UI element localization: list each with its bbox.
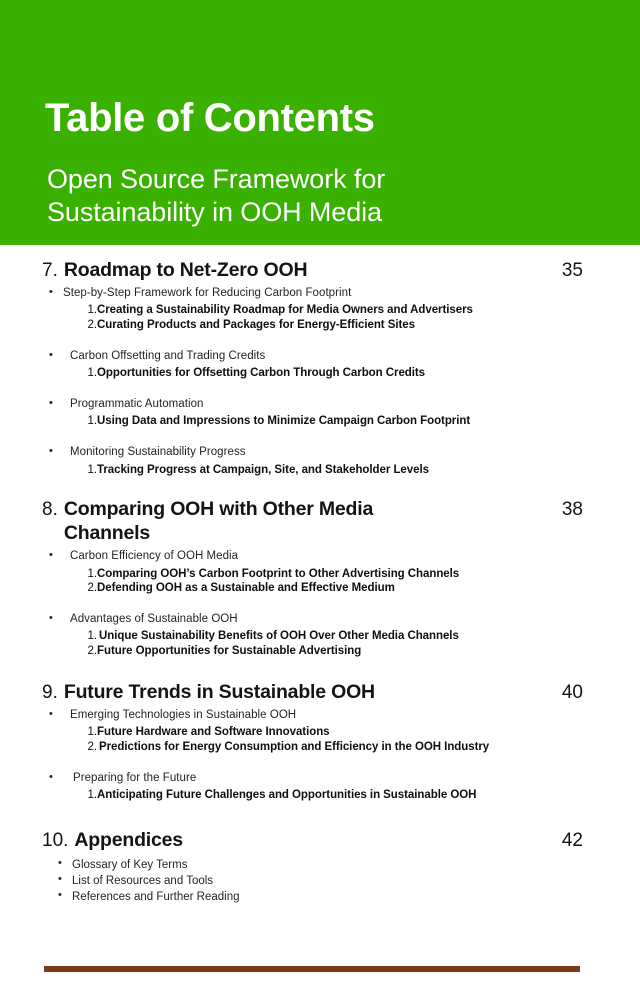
subitem-list bbox=[0, 366, 640, 381]
subitem-label: Comparing OOH’s Carbon Footprint to Other Advertising Channels bbox=[97, 567, 460, 580]
toc-section-9 bbox=[0, 659, 640, 803]
bullet-list bbox=[0, 286, 640, 302]
subitem-marker: 1. bbox=[87, 567, 97, 580]
section-title: Appendices bbox=[74, 828, 183, 851]
bullet-list bbox=[0, 397, 640, 413]
subitem-marker: 1. bbox=[87, 463, 97, 476]
section-header[interactable] bbox=[0, 829, 640, 853]
bullet-list bbox=[0, 612, 640, 628]
subitem-marker: 1. bbox=[87, 304, 97, 317]
subitem-label: Defending OOH as a Sustainable and Effective Medium bbox=[97, 582, 395, 595]
list-item[interactable] bbox=[0, 303, 640, 318]
section-title: Comparing OOH with Other Media Channels bbox=[63, 498, 374, 545]
subitem-label: Using Data and Impressions to Minimize Campaign Carbon Footprint bbox=[97, 415, 471, 428]
toc-group bbox=[0, 612, 640, 659]
list-item[interactable]: • Monitoring Sustainability Progress bbox=[0, 445, 640, 461]
subitem-list bbox=[0, 788, 640, 803]
section-page-number: 40 bbox=[561, 681, 583, 703]
subitem-list bbox=[0, 303, 640, 332]
subitem-list bbox=[0, 567, 640, 596]
subitem-label: Future Hardware and Software Innovations bbox=[97, 726, 330, 739]
section-title: Future Trends in Sustainable OOH bbox=[63, 680, 375, 703]
list-item[interactable] bbox=[0, 567, 557, 582]
section-header[interactable] bbox=[0, 681, 640, 705]
list-item[interactable] bbox=[0, 740, 589, 755]
subitem-label: Future Opportunities for Sustainable Advertising bbox=[97, 645, 362, 658]
subitem-marker: 2. bbox=[87, 740, 97, 753]
section-header[interactable] bbox=[0, 259, 640, 283]
toc-section-10 bbox=[0, 803, 640, 906]
subitem-label: Tracking Progress at Campaign, Site, and Stakeholder Levels bbox=[97, 463, 429, 476]
bullet-list bbox=[0, 445, 640, 461]
list-item[interactable] bbox=[0, 414, 567, 429]
header-band bbox=[0, 0, 640, 245]
subitem-marker: 1. bbox=[87, 789, 97, 802]
toc-group bbox=[0, 349, 640, 381]
subitem-marker: 1. bbox=[87, 415, 97, 428]
section-header[interactable] bbox=[0, 498, 640, 546]
section-number: 9. bbox=[42, 681, 58, 703]
toc-group bbox=[0, 397, 640, 429]
toc-section-8 bbox=[0, 477, 640, 658]
subitem-list bbox=[0, 414, 640, 429]
list-item[interactable] bbox=[0, 581, 640, 596]
list-item[interactable]: • Glossary of Key Terms bbox=[0, 857, 640, 873]
list-item[interactable]: • References and Further Reading bbox=[0, 889, 640, 905]
list-item[interactable] bbox=[0, 318, 640, 333]
section-number: 10. bbox=[42, 829, 69, 851]
toc-group bbox=[0, 445, 640, 477]
list-item[interactable] bbox=[0, 725, 640, 740]
list-item[interactable] bbox=[0, 788, 537, 803]
bullet-list bbox=[0, 708, 640, 724]
section-number: 7. bbox=[42, 260, 58, 281]
toc-group bbox=[0, 708, 640, 755]
subitem-marker: 1. bbox=[87, 367, 97, 380]
list-item[interactable] bbox=[0, 463, 640, 478]
toc-group bbox=[0, 286, 640, 333]
subitem-label: Predictions for Energy Consumption and Efficiency in the OOH Industry bbox=[99, 740, 490, 753]
list-item[interactable] bbox=[0, 629, 559, 644]
subitem-marker: 1. bbox=[87, 630, 97, 643]
subitem-label: Curating Products and Packages for Energy-Efficient Sites bbox=[97, 319, 415, 332]
bullet-list bbox=[0, 771, 640, 787]
list-item[interactable] bbox=[0, 644, 640, 659]
subitem-list bbox=[0, 725, 640, 754]
toc-group bbox=[0, 549, 640, 596]
list-item[interactable]: • Carbon Offsetting and Trading Credits bbox=[0, 349, 640, 365]
page-title: Table of Contents bbox=[45, 96, 375, 140]
list-item[interactable]: • List of Resources and Tools bbox=[0, 873, 640, 889]
section-title: Roadmap to Net-Zero OOH bbox=[63, 259, 308, 281]
section-number: 8. bbox=[42, 499, 58, 521]
subitem-marker: 2. bbox=[87, 582, 97, 595]
toc-section-7 bbox=[0, 245, 640, 477]
list-item[interactable]: • Emerging Technologies in Sustainable OOH bbox=[0, 708, 640, 724]
subitem-label: Unique Sustainability Benefits of OOH Over Other Media Channels bbox=[99, 630, 459, 643]
subitem-label: Opportunities for Offsetting Carbon Through Carbon Credits bbox=[97, 367, 426, 380]
list-item[interactable] bbox=[0, 366, 640, 381]
section-page-number: 38 bbox=[561, 499, 583, 521]
section-page-number: 35 bbox=[561, 260, 583, 281]
list-item[interactable]: • Programmatic Automation bbox=[0, 397, 640, 413]
subitem-label: Creating a Sustainability Roadmap for Media Owners and Advertisers bbox=[97, 304, 473, 317]
list-item[interactable]: • Advantages of Sustainable OOH bbox=[0, 612, 640, 628]
subitem-label: Anticipating Future Challenges and Opportunities in Sustainable OOH bbox=[97, 789, 477, 802]
subitem-marker: 2. bbox=[87, 645, 97, 658]
list-item[interactable]: • Carbon Efficiency of OOH Media bbox=[0, 549, 640, 565]
subitem-marker: 2. bbox=[87, 319, 97, 332]
list-item[interactable]: • Step-by-Step Framework for Reducing Carbon Footprint bbox=[0, 286, 640, 302]
footer-divider bbox=[44, 966, 580, 972]
list-item[interactable]: • Preparing for the Future bbox=[0, 771, 640, 787]
toc-group bbox=[0, 771, 640, 803]
subitem-marker: 1. bbox=[87, 726, 97, 739]
page-subtitle: Open Source Framework for Sustainability in OOH Media bbox=[47, 164, 386, 227]
bullet-list bbox=[0, 549, 640, 565]
table-of-contents bbox=[0, 245, 640, 906]
subitem-list bbox=[0, 629, 640, 658]
bullet-list bbox=[0, 349, 640, 365]
subitem-list bbox=[0, 463, 640, 478]
bullet-list bbox=[0, 857, 640, 906]
section-page-number: 42 bbox=[561, 829, 583, 851]
